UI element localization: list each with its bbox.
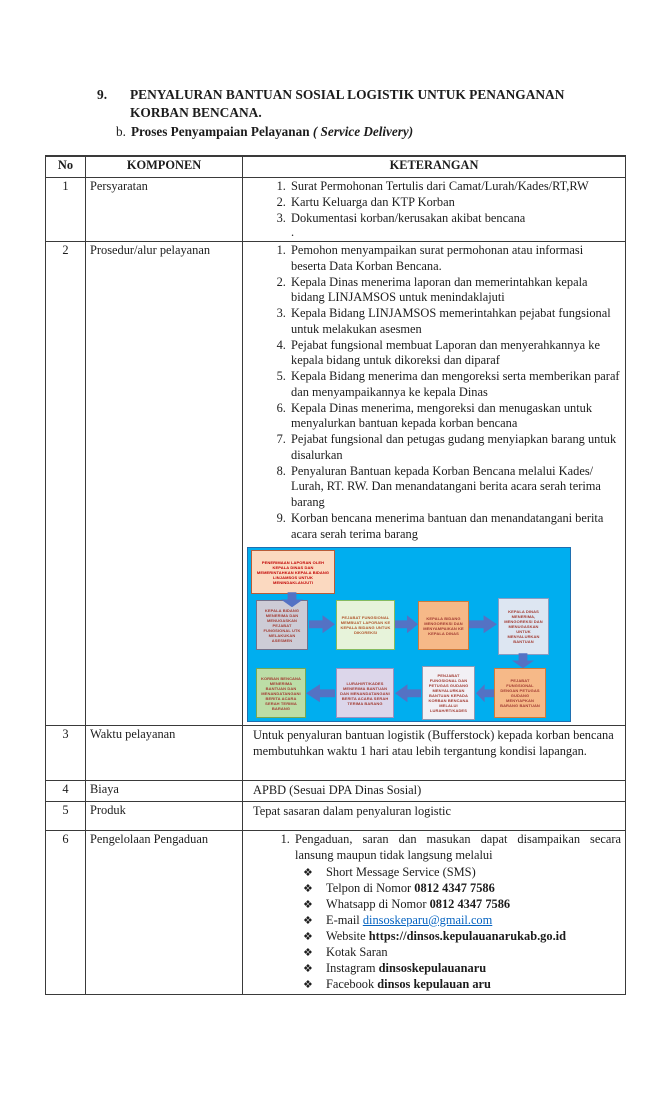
diamond-bullet-icon: ❖: [303, 898, 313, 911]
flow-box-kepala-bidang-mengoreksi: KEPALA BIDANG MENGOREKSI DAN MENYAMPAIKAN KE KEPALA DINAS: [418, 601, 469, 650]
service-delivery-table: [45, 155, 626, 994]
row2-komponen: Prosedur/alur pelayanan: [86, 242, 243, 726]
list-item: 8. Penyaluran Bantuan kepada Korban Bencana melalui Kades/ Lurah, RT. RW. Dan menandatangani berita acara serah terima barang: [289, 464, 621, 511]
flow-box-pejabat-membuat-laporan: PEJABAT FUNGSIONAL MEMBUAT LAPORAN KE KEPALA BIDANG UNTUK DIKOREKSI: [336, 600, 395, 650]
subheading-title: Proses Penyampaian Pelayanan: [131, 124, 313, 140]
row3-komponen: Waktu pelayanan: [86, 726, 243, 781]
table-row-prosedur: [46, 242, 626, 726]
channel-website: [303, 929, 621, 945]
row2-keterangan: [243, 242, 626, 726]
row3-no: 3: [46, 726, 86, 781]
list-item: 9. Korban bencana menerima bantuan dan menandatangani berita acara serah terima barang: [289, 511, 621, 543]
channel-telpon: [303, 881, 621, 897]
pengaduan-intro-list: [247, 832, 621, 864]
channel-whatsapp: [303, 897, 621, 913]
document-page: [0, 86, 667, 1110]
channel-kotak-saran: [303, 945, 621, 961]
channel-text: Short Message Service (SMS): [326, 864, 476, 879]
persyaratan-list: [247, 179, 621, 226]
row1-no: 1: [46, 178, 86, 242]
heading-number: 9.: [97, 87, 108, 102]
header-no: No: [46, 156, 86, 178]
row1-keterangan: [243, 178, 626, 242]
table-row-persyaratan: [46, 178, 626, 242]
table-row-biaya: [46, 781, 626, 802]
list-item: 7. Pejabat fungsional dan petugas gudang menyiapkan barang untuk disalurkan: [289, 432, 621, 464]
diamond-bullet-icon: ❖: [303, 914, 313, 927]
list-item: 2. Kepala Dinas menerima laporan dan memerintahkan kepala bidang LINJAMSOS untuk menindaklajuti: [289, 275, 621, 307]
flow-arrow-left-icon: [306, 684, 335, 702]
prosedur-list: [247, 243, 621, 542]
heading-line-2: KORBAN BENCANA.: [130, 104, 262, 120]
channel-text: Website: [326, 928, 369, 943]
row6-no: 6: [46, 831, 86, 994]
row6-komponen: Pengelolaan Pengaduan: [86, 831, 243, 994]
row4-keterangan: APBD (Sesuai DPA Dinas Sosial): [253, 783, 422, 798]
channel-text: Facebook: [326, 976, 378, 991]
diamond-bullet-icon: ❖: [303, 978, 313, 991]
list-item: 1. Pengaduan, saran dan masukan dapat disampaikan secara lansung maupun tidak langsung melalui: [293, 832, 621, 864]
list-item: 5. Kepala Bidang menerima dan mengoreksi serta memberikan paraf dan menyampaikannya ke kepala Dinas: [289, 369, 621, 401]
diamond-bullet-icon: ❖: [303, 866, 313, 879]
contact-channel-list: [247, 865, 621, 993]
row3-keterangan: Untuk penyaluran bantuan logistik (Bufferstock) kepada korban bencana membutuhkan waktu 1 hari atau lebih tergantung kondisi lapangan.: [253, 728, 614, 759]
flow-box-kepala-bidang-menugaskan: KEPALA BIDANG MENERIMA DAN MENUGASKAN PEJABAT FUNGSIONAL UTK MELAKUKAN ASESMEN: [256, 600, 308, 650]
sub-heading: [116, 124, 667, 141]
subheading-italic: ( Service Delivery): [312, 124, 414, 140]
flow-arrow-left-icon: [395, 684, 421, 702]
facebook-handle: dinsos kepulauan aru: [377, 976, 491, 991]
flow-arrow-right-icon: [395, 615, 418, 633]
list-item: 3. Kepala Bidang LINJAMSOS memerintahkan pejabat fungsional untuk melakukan asesmen: [289, 306, 621, 338]
flow-box-kepala-dinas-menugaskan: KEPALA DINAS MENERIMA, MENGOREKSI DAN MENUGASKAN UNTUK MENYALURKAN BANTUAN: [498, 598, 549, 655]
channel-text: E-mail: [326, 912, 363, 927]
row1-komponen: Persyaratan: [86, 178, 243, 242]
heading-text: [130, 86, 564, 121]
channel-text: Instagram: [326, 960, 379, 975]
list-item: 4. Pejabat fungsional membuat Laporan dan menyerahkannya ke kepala bidang untuk dikoreksi dan diparaf: [289, 338, 621, 370]
table-row-pengaduan: [46, 831, 626, 994]
diamond-bullet-icon: ❖: [303, 946, 313, 959]
section-heading: [97, 86, 667, 121]
website-url: https://dinsos.kepulauanarukab.go.id: [368, 928, 567, 943]
subheading-letter: b.: [116, 124, 126, 140]
list-item: 1. Pemohon menyampaikan surat permohonan atau informasi beserta Data Korban Bencana.: [289, 243, 621, 275]
flow-arrow-right-icon: [469, 615, 497, 633]
row4-no: 4: [46, 781, 86, 802]
procedure-flowchart: [247, 547, 571, 722]
instagram-handle: dinsoskepulauanaru: [378, 960, 487, 975]
flow-box-penerimaan-laporan: PENERIMAAN LAPORAN OLEH KEPALA DINAS DAN MEMERINTAHKAN KEPALA BIDANG LINJAMSOS UNTUK MENINDAKLANJUTI: [251, 550, 335, 594]
channel-text: Kotak Saran: [326, 944, 388, 959]
row6-keterangan: [243, 831, 626, 994]
channel-instagram: [303, 961, 621, 977]
table-header-row: [46, 156, 626, 178]
flow-arrow-down-icon: [512, 653, 534, 668]
phone-number: 0812 4347 7586: [414, 880, 495, 895]
header-keterangan: KETERANGAN: [243, 156, 626, 178]
channel-sms: [303, 865, 621, 881]
channel-email: [303, 913, 621, 929]
table-row-produk: [46, 802, 626, 831]
list-item: 6. Kepala Dinas menerima, mengoreksi dan menugaskan untuk menyalurkan bantuan kepada korban bencana: [289, 401, 621, 433]
channel-text: Telpon di Nomor: [326, 880, 415, 895]
whatsapp-number: 0812 4347 7586: [429, 896, 511, 911]
channel-text: Whatsapp di Nomor: [326, 896, 430, 911]
channel-facebook: [303, 977, 621, 993]
flow-box-menyalurkan-bantuan: PENJABAT FUNGSIONAL DAN PETUGAS GUDANG MENYALURKAN BANTUAN KEPADA KORBAN BENCANA MELALUI LURAH/RT/KADES: [422, 666, 475, 720]
flow-arrow-left-icon: [476, 684, 494, 702]
heading-line-1: PENYALURAN BANTUAN SOSIAL LOGISTIK UNTUK PENANGANAN: [130, 87, 565, 102]
row2-no: 2: [46, 242, 86, 726]
flow-box-lurah-menerima: LURAH/RT/KADES MENERIMA BANTUAN DAN MENANDATANGANI BERITA ACARA SERAH TERIMA BARANG: [336, 668, 394, 718]
flow-arrow-right-icon: [309, 615, 335, 633]
row5-keterangan: Tepat sasaran dalam penyaluran logistic: [253, 804, 451, 819]
diamond-bullet-icon: ❖: [303, 962, 313, 975]
flow-box-menyiapkan-barang: PEJABAT FUNGSIONAL DENGAN PETUGAS GUDANG MENYIAPKAN BARANG BANTUAN: [494, 668, 546, 718]
row4-komponen: Biaya: [86, 781, 243, 802]
diamond-bullet-icon: ❖: [303, 882, 313, 895]
list-item: 1. Surat Permohonan Tertulis dari Camat/Lurah/Kades/RT,RW: [289, 179, 621, 195]
header-komponen: KOMPONEN: [86, 156, 243, 178]
list-item: 3. Dokumentasi korban/kerusakan akibat bencana: [289, 211, 621, 227]
stray-period: .: [291, 225, 295, 240]
email-link[interactable]: dinsoskeparu@gmail.com: [362, 912, 493, 927]
list-item: 2. Kartu Keluarga dan KTP Korban: [289, 195, 621, 211]
flow-box-korban-menerima: KORBAN BENCANA MENERIMA BANTUAN DAN MENANDATANGANI BERITA ACARA SERAH TERIMA BARANG: [256, 668, 306, 718]
table-row-waktu: [46, 726, 626, 781]
diamond-bullet-icon: ❖: [303, 930, 313, 943]
row5-no: 5: [46, 802, 86, 831]
row5-komponen: Produk: [86, 802, 243, 831]
